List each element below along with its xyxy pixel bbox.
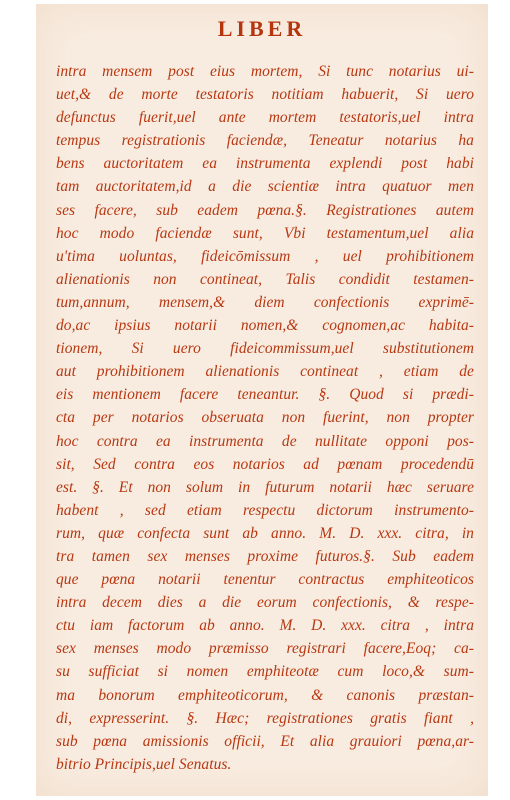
text-line: hoc modo faciendæ sunt, Vbi testamentum,uel alia	[56, 224, 474, 242]
text-line: intra mensem post eius mortem, Si tunc notarius ui-	[56, 63, 474, 80]
text-line: hoc contra ea instrumenta de nullitate opponi pos-	[56, 432, 474, 450]
text-line: uet,& de morte testatoris notitiam habuerit, Si uero	[56, 86, 474, 104]
text-line: cta per notarios obseruata non fuerint, non propter	[56, 409, 474, 427]
text-line: tum,annum, mensem,& diem confectionis exprimē-	[56, 293, 474, 311]
text-line: su sufficiat si nomen emphiteotæ cum loco,& sum-	[56, 663, 474, 681]
text-line: bens auctoritatem ea instrumenta explendi post habi	[56, 155, 474, 173]
text-line: que pœna notarii tenentur contractus emphiteoticos	[56, 571, 474, 589]
text-line: sex menses modo præmisso registrari facere,Eoq; ca-	[56, 640, 474, 658]
text-line: sit, Sed contra eos notarios ad pœnam procedendū	[56, 455, 474, 473]
text-line: defunctus fuerit,uel ante mortem testatoris,uel intra	[56, 109, 474, 127]
text-line: u'tima uoluntas, fideicōmissum , uel prohibitionem	[56, 247, 474, 265]
text-line: intra decem dies a die eorum confectionis, & respe-	[56, 594, 474, 612]
text-line: di, expresserint. §. Hæc; registrationes gratis fiant ,	[56, 709, 474, 727]
text-line: ma bonorum emphiteoticorum, & canonis præstan-	[56, 686, 474, 704]
text-line: ses facere, sub eadem pœna.§. Registrationes autem	[56, 201, 474, 219]
text-line: tionem, Si uero fideicommissum,uel substitutionem	[56, 340, 474, 358]
text-line: eis mentionem facere teneantur. §. Quod si prædi-	[56, 386, 474, 404]
text-line: do,ac ipsius notarii nomen,& cognomen,ac habita-	[56, 317, 474, 335]
page-header: LIBER	[217, 16, 307, 41]
text-line: alienationis non contineat, Talis condidit testamen-	[56, 270, 474, 288]
text-line: ctu iam factorum ab anno. M. D. xxx. citra , intra	[56, 617, 474, 635]
body-text	[56, 60, 474, 776]
text-line: est. §. Et non solum in futurum notarii hæc seruare	[56, 478, 474, 496]
text-line: rum, quæ confecta sunt ab anno. M. D. xxx. citra, in	[56, 524, 474, 542]
book-page	[36, 4, 488, 796]
text-line: aut prohibitionem alienationis contineat , etiam de	[56, 363, 474, 381]
text-line: habent , sed etiam respectu dictorum instrumento-	[56, 501, 474, 519]
text-line: bitrio Principis,uel Senatus.	[56, 755, 232, 773]
text-line: tempus registrationis faciendæ, Teneatur notarius ha	[56, 132, 474, 150]
text-line: tam auctoritatem,id a die scientiæ intra quatuor men	[56, 178, 474, 196]
text-line: tra tamen sex menses proxime futuros.§. Sub eadem	[56, 547, 474, 565]
text-line: sub pœna amissionis officii, Et alia grauiori pœna,ar-	[56, 732, 474, 750]
